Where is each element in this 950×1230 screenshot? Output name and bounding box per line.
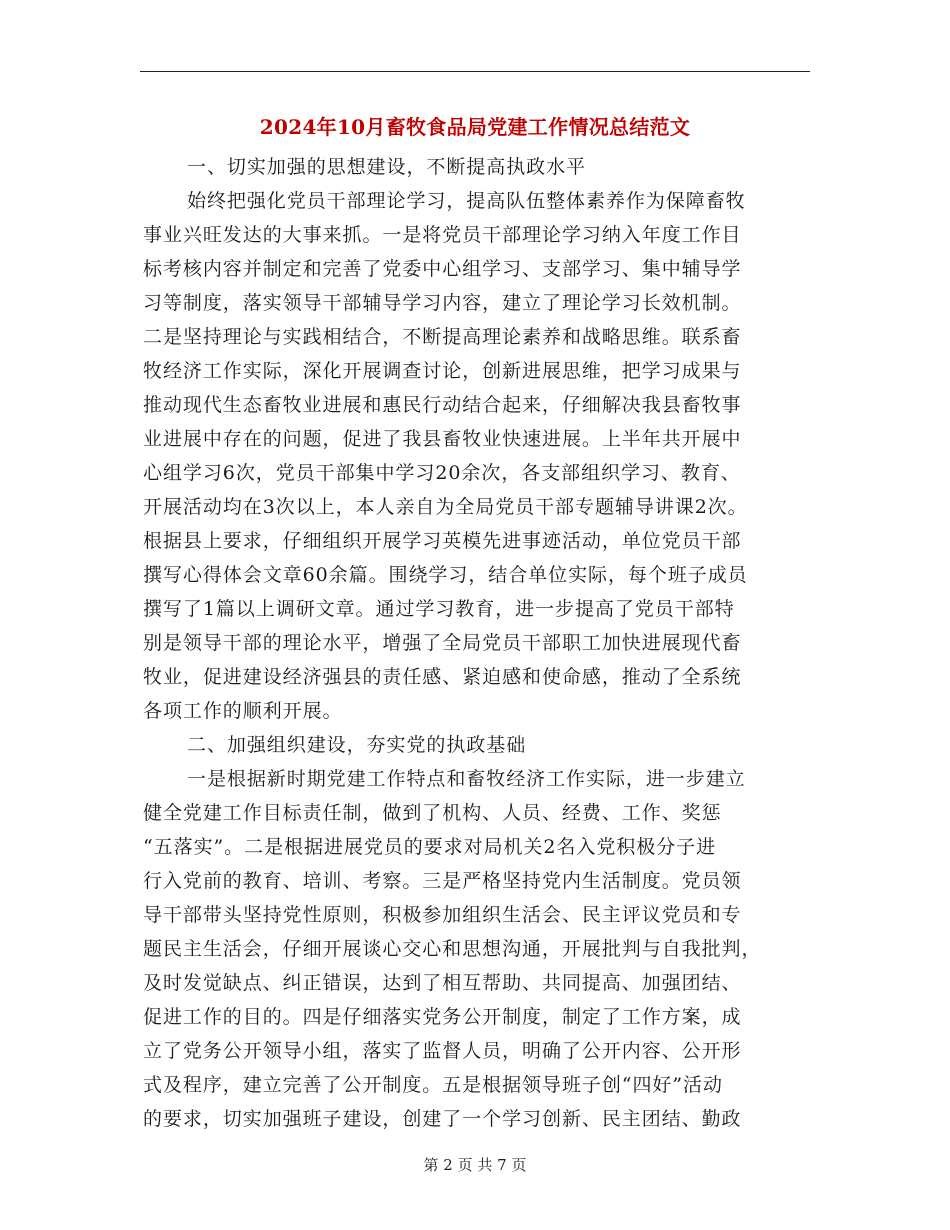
- document-body: [143, 150, 809, 1136]
- text-line: 别是领导干部的理论水平，增强了全局党员干部职工加快进展现代畜: [143, 632, 742, 654]
- text-line: 习等制度，落实领导干部辅导学习内容，建立了理论学习长效机制。: [143, 292, 742, 314]
- text-line: 各项工作的顺利开展。: [143, 700, 343, 722]
- text-line: 牧经济工作实际，深化开展调查讨论，创新进展思维，把学习成果与: [143, 360, 742, 382]
- page-number: 第 2 页 共 7 页: [423, 1156, 527, 1174]
- text-line: 立了党务公开领导小组，落实了监督人员，明确了公开内容、公开形: [143, 1040, 742, 1062]
- text-line: 心组学习6次，党员干部集中学习20余次，各支部组织学习、教育、: [143, 462, 741, 484]
- text-line: 事业兴旺发达的大事来抓。一是将党员干部理论学习纳入年度工作目: [143, 224, 742, 246]
- document-title: 2024年10月畜牧食品局党建工作情况总结范文: [259, 115, 691, 139]
- text-line: 推动现代生态畜牧业进展和惠民行动结合起来，仔细解决我县畜牧事: [143, 394, 742, 416]
- text-line: 的要求，切实加强班子建设，创建了一个学习创新、民主团结、勤政: [143, 1108, 742, 1130]
- text-line: 二、加强组织建设，夯实党的执政基础: [187, 734, 527, 756]
- text-line: 标考核内容并制定和完善了党委中心组学习、支部学习、集中辅导学: [143, 258, 742, 280]
- text-line: 撰写心得体会文章60余篇。围绕学习，结合单位实际，每个班子成员: [143, 564, 748, 586]
- text-line: 二是坚持理论与实践相结合，不断提高理论素养和战略思维。联系畜: [143, 326, 742, 348]
- text-line: 撰写了1篇以上调研文章。通过学习教育，进一步提高了党员干部特: [143, 598, 735, 620]
- text-line: 行入党前的教育、培训、考察。三是严格坚持党内生活制度。党员领: [143, 870, 742, 892]
- text-line: 一、切实加强的思想建设，不断提高执政水平: [187, 156, 587, 178]
- header-rule: [140, 71, 810, 72]
- text-line: 牧业，促进建设经济强县的责任感、紧迫感和使命感，推动了全系统: [143, 666, 742, 688]
- text-line: 根据县上要求，仔细组织开展学习英模先进事迹活动，单位党员干部: [143, 530, 742, 552]
- text-line: 业进展中存在的问题，促进了我县畜牧业快速进展。上半年共开展中: [143, 428, 742, 450]
- text-line: 题民主生活会，仔细开展谈心交心和思想沟通，开展批判与自我批判，: [143, 938, 762, 960]
- text-line: 健全党建工作目标责任制，做到了机构、人员、经费、工作、奖惩: [143, 802, 722, 824]
- text-line: “五落实”。二是根据进展党员的要求对局机关2名入党积极分子进: [143, 836, 717, 858]
- text-line: 一是根据新时期党建工作特点和畜牧经济工作实际，进一步建立: [187, 768, 746, 790]
- text-line: 及时发觉缺点、纠正错误，达到了相互帮助、共同提高、加强团结、: [143, 972, 742, 994]
- text-line: 开展活动均在3次以上，本人亲自为全局党员干部专题辅导讲课2次。: [143, 496, 748, 518]
- text-line: 导干部带头坚持党性原则，积极参加组织生活会、民主评议党员和专: [143, 904, 742, 926]
- text-line: 始终把强化党员干部理论学习，提高队伍整体素养作为保障畜牧: [187, 190, 746, 212]
- text-line: 促进工作的目的。四是仔细落实党务公开制度，制定了工作方案，成: [143, 1006, 742, 1028]
- text-line: 式及程序，建立完善了公开制度。五是根据领导班子创“四好”活动: [143, 1074, 723, 1096]
